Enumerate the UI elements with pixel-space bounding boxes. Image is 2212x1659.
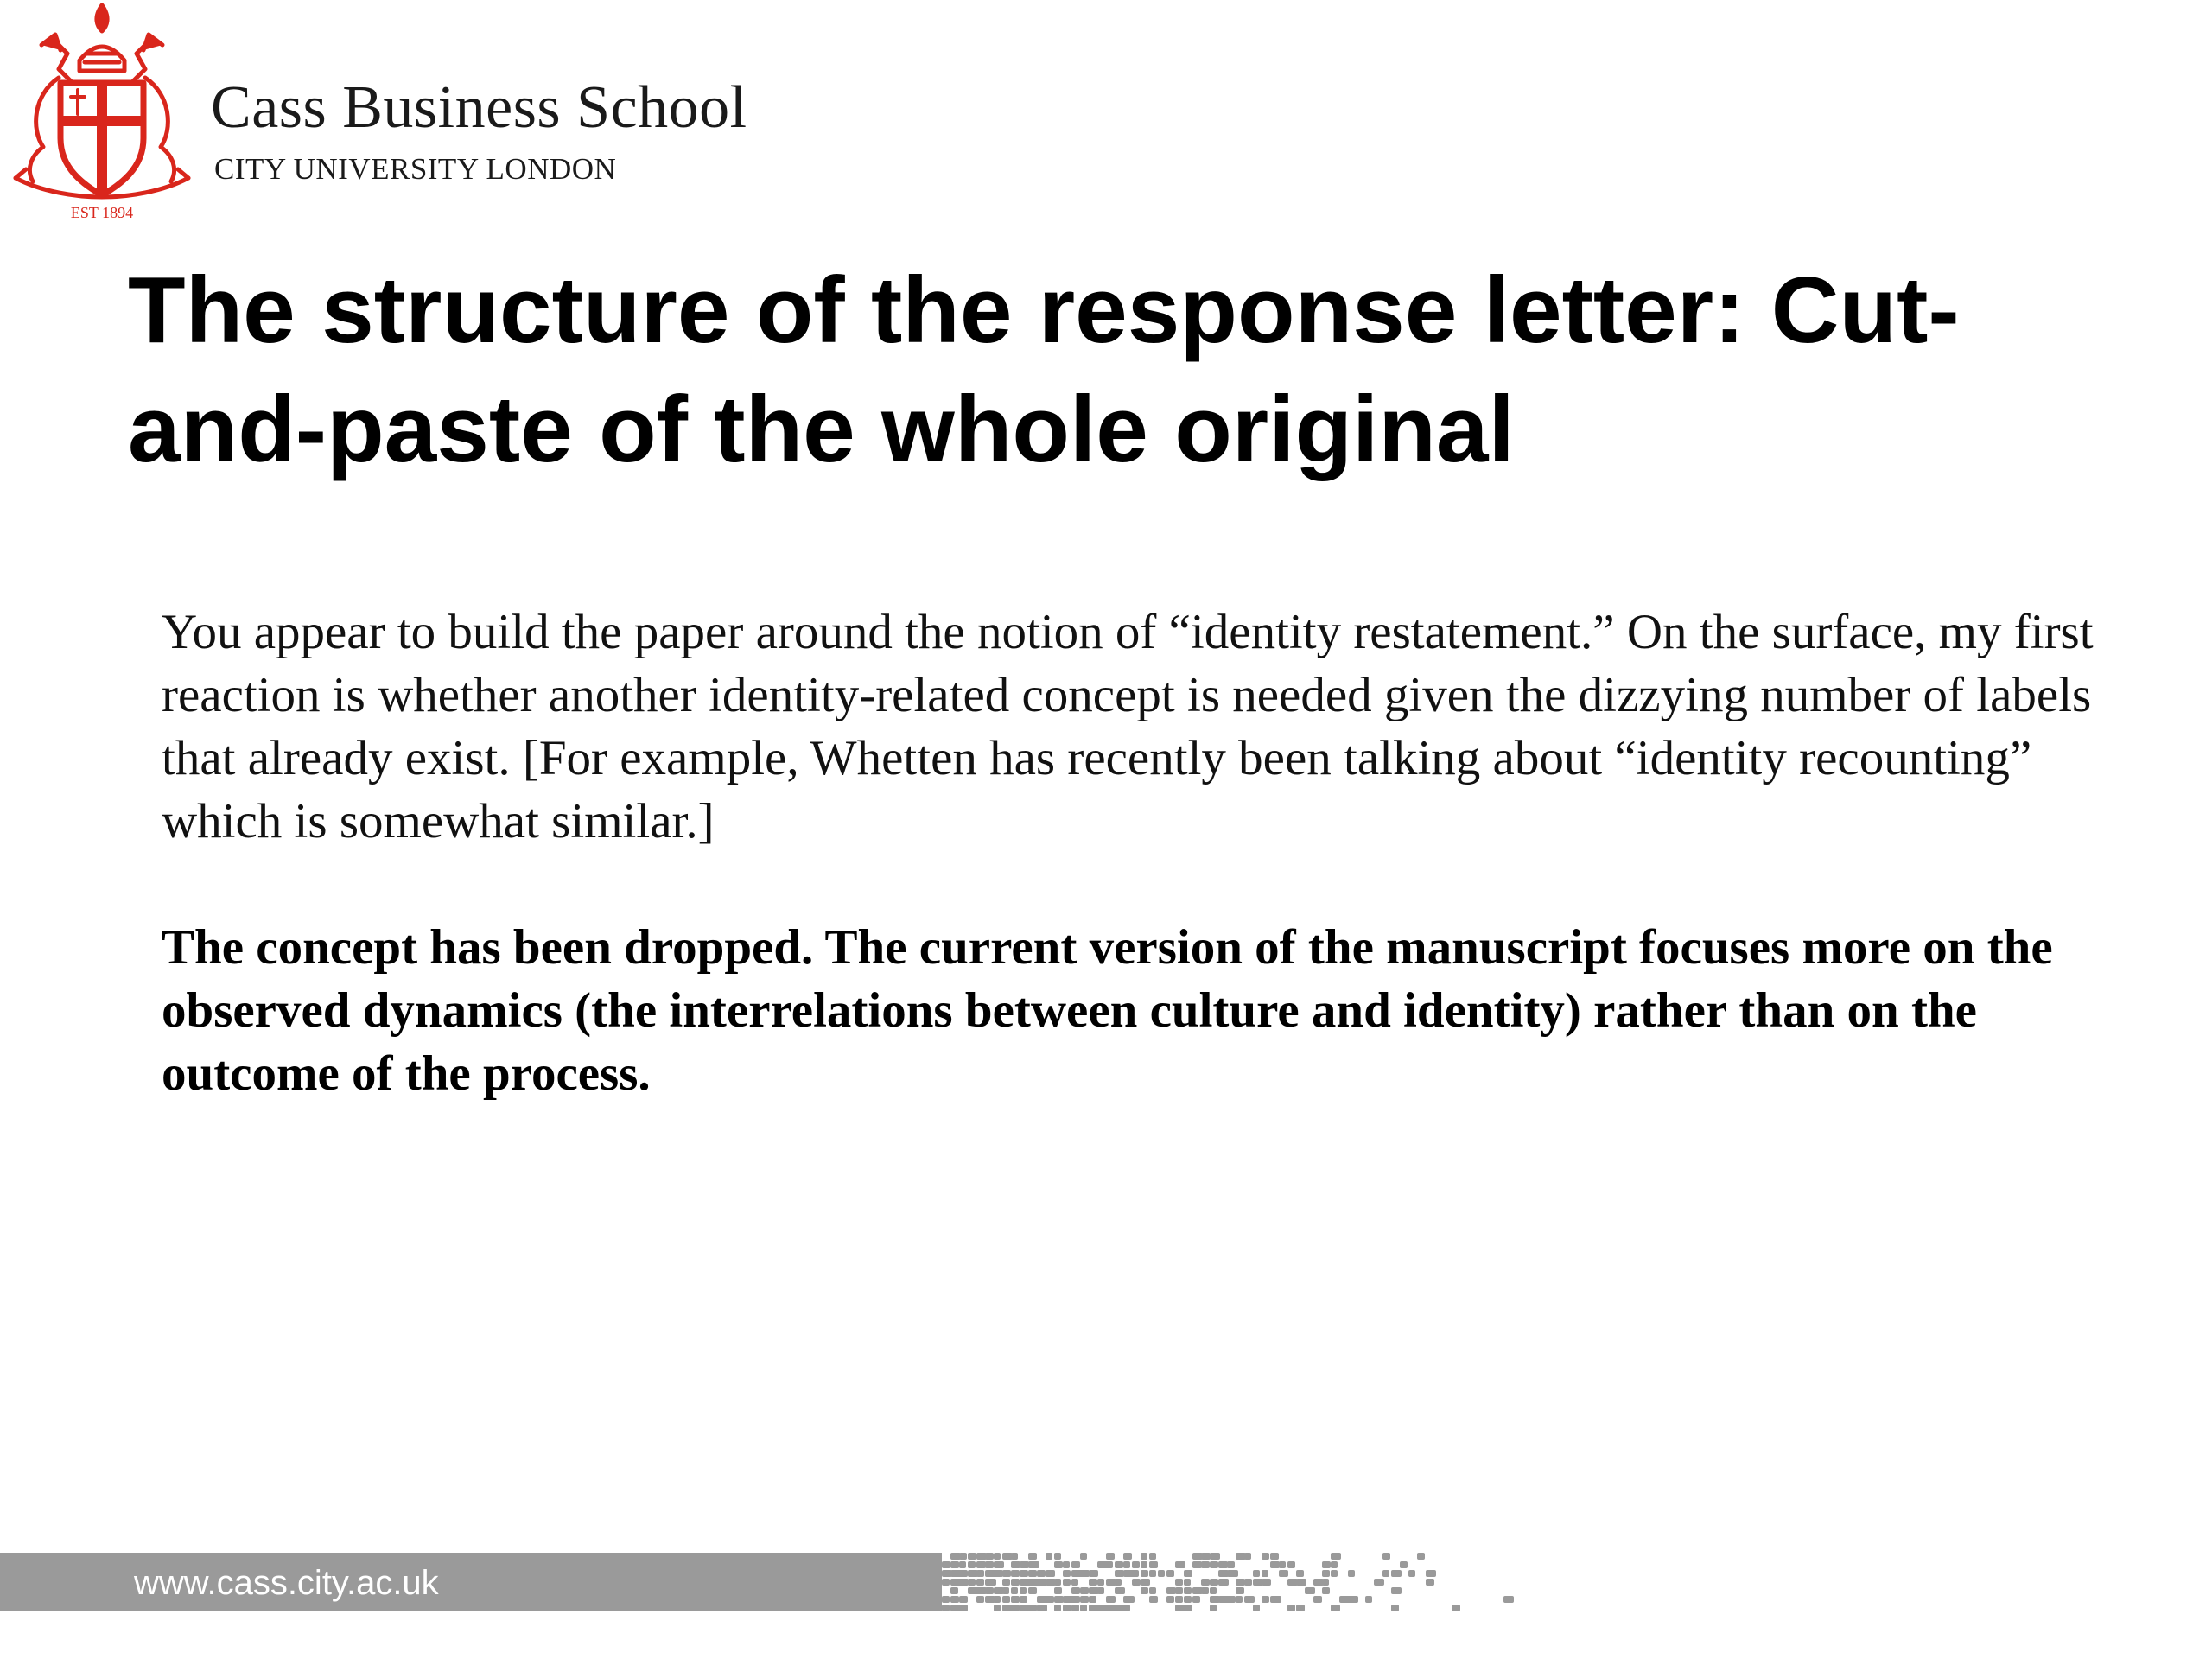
cass-crest-logo	[7, 0, 197, 226]
slide-title: The structure of the response letter: Cut-and-paste of the whole original	[128, 257, 1960, 482]
author-response: The concept has been dropped. The current version of the manuscript focuses more on the observed dynamics (the interrelations between culture and identity) rather than on the outcome of the process.	[162, 920, 2053, 1101]
crest-est-text: EST 1894	[70, 204, 134, 221]
footer-url: www.cass.city.ac.uk	[134, 1564, 439, 1602]
school-name: Cass Business School	[211, 74, 747, 141]
reviewer-comment: You appear to build the paper around the notion of “identity restatement.” On the surface, my first reaction is whether another identity-related concept is needed given the dizzying number of labels that already exist. [For example, Whetten has recently been talking about “identity recounting” which is somewhat similar.]	[162, 605, 2094, 849]
university-name: CITY UNIVERSITY LONDON	[214, 152, 617, 186]
footer-pixel-pattern	[925, 1551, 1529, 1613]
